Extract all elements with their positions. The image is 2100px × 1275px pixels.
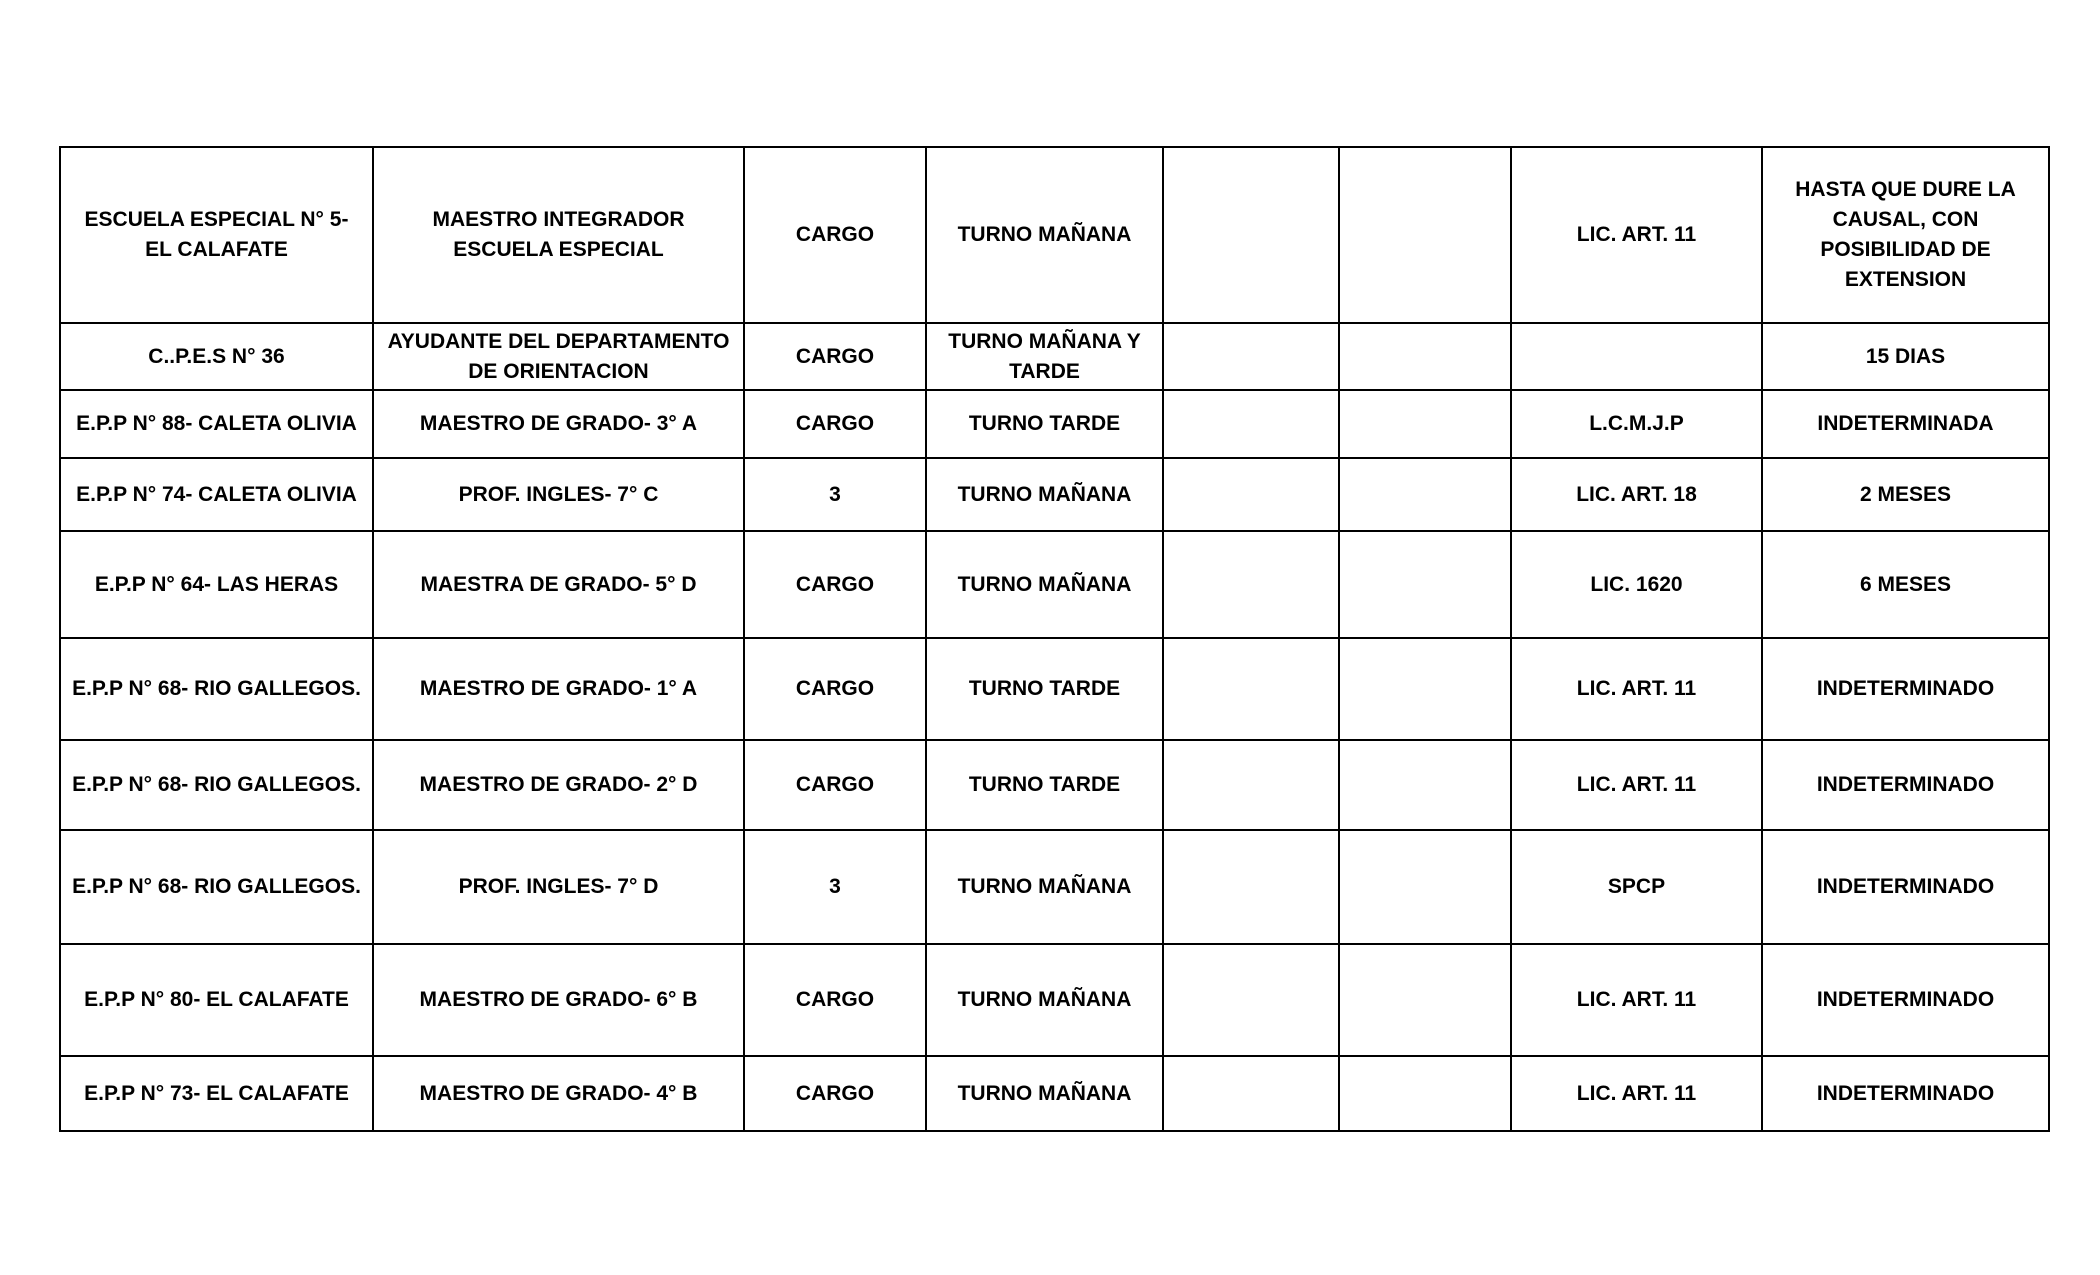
cell-duracion: 2 MESES bbox=[1762, 458, 2049, 531]
cell-tipo: 3 bbox=[744, 458, 926, 531]
cell-empty-6 bbox=[1339, 638, 1511, 740]
cell-cargo: MAESTRO DE GRADO- 6° B bbox=[373, 944, 744, 1056]
cell-escuela: E.P.P N° 68- RIO GALLEGOS. bbox=[60, 638, 373, 740]
table-row bbox=[60, 458, 2049, 531]
cell-tipo: CARGO bbox=[744, 638, 926, 740]
cell-tipo: CARGO bbox=[744, 390, 926, 458]
table-row bbox=[60, 1056, 2049, 1131]
cell-turno: TURNO TARDE bbox=[926, 740, 1163, 830]
cell-empty-5 bbox=[1163, 944, 1339, 1056]
table-row bbox=[60, 531, 2049, 638]
cell-duracion: HASTA QUE DURE LA CAUSAL, CON POSIBILIDAD DE EXTENSION bbox=[1762, 147, 2049, 323]
table-row bbox=[60, 147, 2049, 323]
cell-escuela: E.P.P N° 80- EL CALAFATE bbox=[60, 944, 373, 1056]
cell-tipo: CARGO bbox=[744, 740, 926, 830]
cell-empty-6 bbox=[1339, 1056, 1511, 1131]
cell-turno: TURNO MAÑANA Y TARDE bbox=[926, 323, 1163, 390]
cell-motivo: LIC. ART. 11 bbox=[1511, 147, 1762, 323]
cell-escuela: E.P.P N° 73- EL CALAFATE bbox=[60, 1056, 373, 1131]
cell-empty-6 bbox=[1339, 740, 1511, 830]
cell-turno: TURNO MAÑANA bbox=[926, 944, 1163, 1056]
cell-tipo: 3 bbox=[744, 830, 926, 944]
cell-empty-6 bbox=[1339, 944, 1511, 1056]
cell-tipo: CARGO bbox=[744, 323, 926, 390]
cell-escuela: E.P.P N° 88- CALETA OLIVIA bbox=[60, 390, 373, 458]
cell-duracion: 15 DIAS bbox=[1762, 323, 2049, 390]
cell-empty-5 bbox=[1163, 531, 1339, 638]
cell-motivo bbox=[1511, 323, 1762, 390]
cell-motivo: LIC. 1620 bbox=[1511, 531, 1762, 638]
table-row bbox=[60, 323, 2049, 390]
cell-turno: TURNO MAÑANA bbox=[926, 1056, 1163, 1131]
cell-turno: TURNO MAÑANA bbox=[926, 458, 1163, 531]
cell-empty-5 bbox=[1163, 830, 1339, 944]
table-row bbox=[60, 638, 2049, 740]
cell-duracion: 6 MESES bbox=[1762, 531, 2049, 638]
cell-escuela: ESCUELA ESPECIAL N° 5- EL CALAFATE bbox=[60, 147, 373, 323]
cell-turno: TURNO MAÑANA bbox=[926, 830, 1163, 944]
cell-turno: TURNO MAÑANA bbox=[926, 531, 1163, 638]
cell-cargo: AYUDANTE DEL DEPARTAMENTO DE ORIENTACION bbox=[373, 323, 744, 390]
cell-turno: TURNO TARDE bbox=[926, 638, 1163, 740]
cell-duracion: INDETERMINADA bbox=[1762, 390, 2049, 458]
cell-escuela: E.P.P N° 64- LAS HERAS bbox=[60, 531, 373, 638]
cell-motivo: SPCP bbox=[1511, 830, 1762, 944]
cell-empty-5 bbox=[1163, 323, 1339, 390]
table-row bbox=[60, 830, 2049, 944]
cell-duracion: INDETERMINADO bbox=[1762, 944, 2049, 1056]
cell-empty-5 bbox=[1163, 638, 1339, 740]
cell-turno: TURNO MAÑANA bbox=[926, 147, 1163, 323]
cell-cargo: PROF. INGLES- 7° C bbox=[373, 458, 744, 531]
table-row bbox=[60, 944, 2049, 1056]
cell-empty-6 bbox=[1339, 147, 1511, 323]
table-body bbox=[60, 147, 2049, 1131]
cell-tipo: CARGO bbox=[744, 1056, 926, 1131]
cell-escuela: C..P.E.S N° 36 bbox=[60, 323, 373, 390]
cell-motivo: LIC. ART. 11 bbox=[1511, 740, 1762, 830]
cell-tipo: CARGO bbox=[744, 944, 926, 1056]
cell-cargo: MAESTRO INTEGRADOR ESCUELA ESPECIAL bbox=[373, 147, 744, 323]
cell-duracion: INDETERMINADO bbox=[1762, 638, 2049, 740]
cell-tipo: CARGO bbox=[744, 147, 926, 323]
cell-cargo: MAESTRO DE GRADO- 1° A bbox=[373, 638, 744, 740]
cell-cargo: PROF. INGLES- 7° D bbox=[373, 830, 744, 944]
cell-motivo: LIC. ART. 11 bbox=[1511, 1056, 1762, 1131]
vacancies-table bbox=[59, 146, 2050, 1132]
table-row bbox=[60, 390, 2049, 458]
cell-duracion: INDETERMINADO bbox=[1762, 1056, 2049, 1131]
cell-escuela: E.P.P N° 68- RIO GALLEGOS. bbox=[60, 740, 373, 830]
cell-motivo: LIC. ART. 18 bbox=[1511, 458, 1762, 531]
cell-empty-5 bbox=[1163, 458, 1339, 531]
cell-duracion: INDETERMINADO bbox=[1762, 740, 2049, 830]
cell-duracion: INDETERMINADO bbox=[1762, 830, 2049, 944]
cell-motivo: LIC. ART. 11 bbox=[1511, 944, 1762, 1056]
cell-cargo: MAESTRO DE GRADO- 4° B bbox=[373, 1056, 744, 1131]
cell-escuela: E.P.P N° 68- RIO GALLEGOS. bbox=[60, 830, 373, 944]
cell-empty-5 bbox=[1163, 740, 1339, 830]
cell-empty-6 bbox=[1339, 323, 1511, 390]
cell-empty-5 bbox=[1163, 390, 1339, 458]
cell-motivo: L.C.M.J.P bbox=[1511, 390, 1762, 458]
table-row bbox=[60, 740, 2049, 830]
cell-turno: TURNO TARDE bbox=[926, 390, 1163, 458]
cell-escuela: E.P.P N° 74- CALETA OLIVIA bbox=[60, 458, 373, 531]
cell-cargo: MAESTRA DE GRADO- 5° D bbox=[373, 531, 744, 638]
cell-empty-6 bbox=[1339, 830, 1511, 944]
cell-empty-5 bbox=[1163, 147, 1339, 323]
cell-empty-6 bbox=[1339, 390, 1511, 458]
cell-empty-6 bbox=[1339, 531, 1511, 638]
cell-cargo: MAESTRO DE GRADO- 3° A bbox=[373, 390, 744, 458]
cell-cargo: MAESTRO DE GRADO- 2° D bbox=[373, 740, 744, 830]
cell-empty-6 bbox=[1339, 458, 1511, 531]
cell-tipo: CARGO bbox=[744, 531, 926, 638]
cell-empty-5 bbox=[1163, 1056, 1339, 1131]
cell-motivo: LIC. ART. 11 bbox=[1511, 638, 1762, 740]
